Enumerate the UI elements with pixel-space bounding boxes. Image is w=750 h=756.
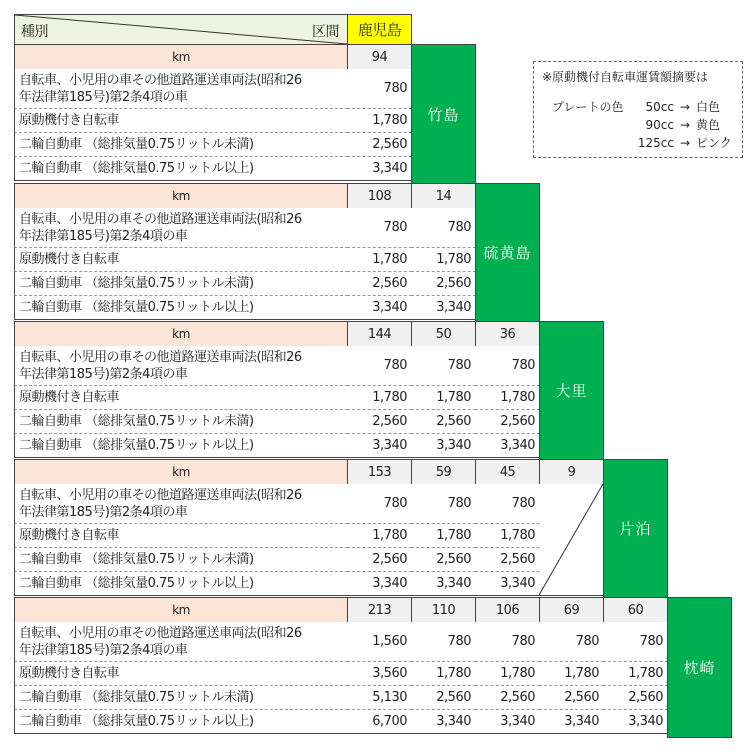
label-line: 年法律第185号)第2条4項の車 [19, 642, 188, 658]
fare-value: 1,780 [603, 662, 668, 686]
fare-value: 780 [347, 208, 412, 248]
fare-value: 1,780 [347, 386, 412, 410]
fare-value: 1,780 [347, 109, 412, 133]
fare-value: 780 [347, 346, 412, 386]
fare-value: 1,780 [411, 662, 476, 686]
fare-value: 1,780 [347, 248, 412, 272]
label-line: 年法律第185号)第2条4項の車 [19, 89, 188, 105]
fare-value: 780 [411, 346, 476, 386]
destination-3: 大里 [539, 321, 604, 460]
km-label: km [14, 321, 348, 347]
vehicle-type-label: 二輪自動車 （総排気量0.75リットル以上) [14, 157, 348, 181]
fare-value: 1,780 [475, 524, 540, 548]
vehicle-type-label: 二輪自動車 （総排気量0.75リットル未満) [14, 548, 348, 572]
vehicle-type-label: 二輪自動車 （総排気量0.75リットル未満) [14, 686, 348, 710]
no-service-slash-cell [539, 484, 604, 596]
vehicle-type-label: 二輪自動車 （総排気量0.75リットル未満) [14, 410, 348, 434]
fare-value: 3,340 [603, 710, 668, 734]
fare-value: 2,560 [475, 548, 540, 572]
fare-value: 3,340 [539, 710, 604, 734]
fare-value: 2,560 [411, 272, 476, 296]
km-label: km [14, 459, 348, 485]
vehicle-type-label: 二輪自動車 （総排気量0.75リットル未満) [14, 272, 348, 296]
fare-value: 2,560 [475, 410, 540, 434]
moped-note-box [533, 61, 743, 158]
fare-value: 3,340 [347, 572, 412, 596]
fare-value: 780 [475, 484, 540, 524]
plate-color-label: プレートの色 [552, 100, 624, 114]
fare-value: 2,560 [347, 133, 412, 157]
fare-value: 1,780 [411, 248, 476, 272]
note-title: ※原動機付自転車運賃額摘要は [542, 70, 709, 84]
vehicle-type-label: 二輪自動車 （総排気量0.75リットル以上) [14, 710, 348, 734]
vehicle-type-label: 二輪自動車 （総排気量0.75リットル未満) [14, 133, 348, 157]
km-value: 59 [411, 459, 476, 485]
label-line: 自転車、小児用の車その他道路運送車両法(昭和26 [19, 349, 302, 365]
type-label: 種別 [21, 24, 48, 40]
fare-value: 3,340 [411, 572, 476, 596]
vehicle-type-label: 二輪自動車 （総排気量0.75リットル以上) [14, 296, 348, 320]
fare-value: 3,340 [411, 434, 476, 458]
vehicle-type-label [14, 346, 348, 386]
fare-value: 2,560 [603, 686, 668, 710]
km-value: 106 [475, 597, 540, 623]
fare-value: 3,340 [347, 434, 412, 458]
fare-value: 780 [411, 208, 476, 248]
origin-kagoshima: 鹿児島 [347, 14, 412, 45]
fare-value: 3,340 [475, 434, 540, 458]
vehicle-type-label: 原動機付き自転車 [14, 386, 348, 410]
fare-value: 6,700 [347, 710, 412, 734]
label-line: 年法律第185号)第2条4項の車 [19, 504, 188, 520]
fare-value: 1,780 [475, 386, 540, 410]
label-line: 年法律第185号)第2条4項の車 [19, 228, 188, 244]
destination-1: 竹島 [411, 44, 476, 184]
vehicle-type-label: 二輪自動車 （総排気量0.75リットル以上) [14, 572, 348, 596]
km-value: 60 [603, 597, 668, 623]
diagonal-slash-icon [539, 484, 603, 595]
section-label: 区間 [312, 24, 339, 40]
fare-value: 2,560 [475, 686, 540, 710]
fare-value: 780 [411, 484, 476, 524]
fare-value: 3,340 [475, 710, 540, 734]
km-value: 14 [411, 183, 476, 209]
vehicle-type-label: 原動機付き自転車 [14, 109, 348, 133]
fare-value: 1,560 [347, 622, 412, 662]
fare-value: 1,780 [347, 524, 412, 548]
fare-value: 780 [539, 622, 604, 662]
plate-row-50cc: 50cc → 白色 [645, 100, 721, 114]
km-value: 213 [347, 597, 412, 623]
destination-4: 片泊 [603, 459, 668, 598]
fare-value: 2,560 [347, 548, 412, 572]
km-value: 9 [539, 459, 604, 485]
fare-value: 2,560 [411, 548, 476, 572]
plate-color-list [636, 98, 736, 152]
header-type-section-cell [14, 14, 348, 45]
km-value: 69 [539, 597, 604, 623]
fare-value: 780 [475, 622, 540, 662]
km-label: km [14, 44, 348, 70]
fare-value: 2,560 [411, 686, 476, 710]
fare-value: 780 [347, 484, 412, 524]
plate-row-90cc: 90cc → 黄色 [645, 118, 721, 132]
fare-value: 780 [347, 69, 412, 109]
km-value: 36 [475, 321, 540, 347]
plate-row-125cc: 125cc → ピンク [637, 136, 732, 150]
destination-2: 硫黄島 [475, 183, 540, 322]
km-value: 50 [411, 321, 476, 347]
km-value: 153 [347, 459, 412, 485]
km-label: km [14, 597, 348, 623]
km-value: 110 [411, 597, 476, 623]
fare-value: 3,340 [475, 572, 540, 596]
fare-value: 780 [411, 622, 476, 662]
km-value: 94 [347, 44, 412, 70]
fare-value: 2,560 [411, 410, 476, 434]
vehicle-type-label: 原動機付き自転車 [14, 662, 348, 686]
label-line: 自転車、小児用の車その他道路運送車両法(昭和26 [19, 211, 302, 227]
vehicle-type-label [14, 69, 348, 109]
label-line: 年法律第185号)第2条4項の車 [19, 366, 188, 382]
vehicle-type-label [14, 622, 348, 662]
label-line: 自転車、小児用の車その他道路運送車両法(昭和26 [19, 625, 302, 641]
fare-value: 1,780 [411, 386, 476, 410]
fare-value: 1,780 [539, 662, 604, 686]
fare-value: 3,340 [411, 710, 476, 734]
vehicle-type-label [14, 484, 348, 524]
fare-value: 3,340 [347, 157, 412, 181]
km-value: 144 [347, 321, 412, 347]
destination-5: 枕崎 [667, 597, 732, 738]
fare-value: 2,560 [539, 686, 604, 710]
fare-value: 2,560 [347, 410, 412, 434]
fare-value: 3,340 [347, 296, 412, 320]
diagonal-divider-icon [15, 15, 347, 44]
km-value: 108 [347, 183, 412, 209]
fare-value: 5,130 [347, 686, 412, 710]
fare-value: 1,780 [475, 662, 540, 686]
label-line: 自転車、小児用の車その他道路運送車両法(昭和26 [19, 72, 302, 88]
km-label: km [14, 183, 348, 209]
vehicle-type-label [14, 208, 348, 248]
fare-value: 3,340 [411, 296, 476, 320]
fare-value: 780 [475, 346, 540, 386]
vehicle-type-label: 原動機付き自転車 [14, 524, 348, 548]
fare-value: 3,560 [347, 662, 412, 686]
vehicle-type-label: 二輪自動車 （総排気量0.75リットル以上) [14, 434, 348, 458]
label-line: 自転車、小児用の車その他道路運送車両法(昭和26 [19, 487, 302, 503]
fare-value: 1,780 [411, 524, 476, 548]
km-value: 45 [475, 459, 540, 485]
fare-value: 780 [603, 622, 668, 662]
fare-value: 2,560 [347, 272, 412, 296]
vehicle-type-label: 原動機付き自転車 [14, 248, 348, 272]
